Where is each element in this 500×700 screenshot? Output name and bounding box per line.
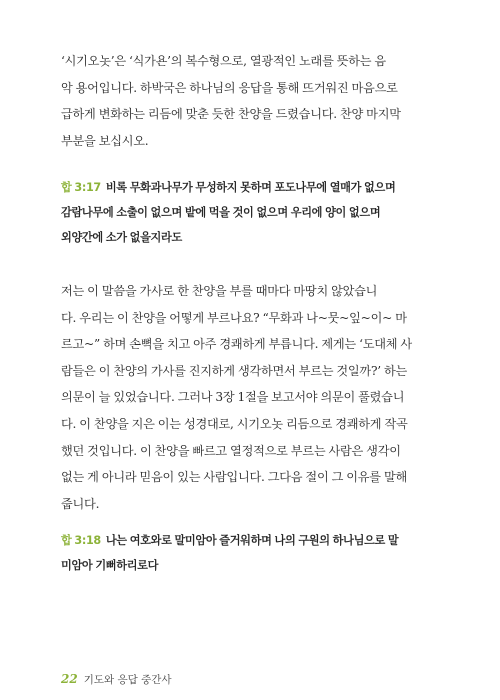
paragraph-line: 없는 게 아니라 믿음이 있는 사람입니다. 그다음 절이 그 이유를 말해 (61, 470, 407, 485)
paragraph-line: 저는 이 말씀을 가사로 한 찬양을 부를 때마다 마땅치 않았습니 (61, 284, 378, 298)
scripture-quote-1 (61, 175, 451, 250)
paragraph-line: 부분을 보십시오. (61, 133, 149, 148)
book-title: 기도와 응답 중간사 (83, 674, 172, 686)
paragraph-line: ‘시기오놋’은 ‘식가욘’의 복수형으로, 열광적인 노래를 뜻하는 음 (61, 54, 386, 68)
verse-text: 비록 무화과나무가 무성하지 못하며 포도나무에 열매가 없으며 (105, 181, 396, 194)
verse-reference: 합 3:17 (61, 181, 101, 194)
paragraph-line: 다. 우리는 이 찬양을 어떻게 부르나요? “무화과 나~뭇~잎~이~ 마 (61, 310, 407, 325)
verse-line (61, 528, 451, 553)
paragraph-1 (61, 48, 439, 154)
verse-reference: 합 3:18 (61, 534, 101, 547)
paragraph-line: 르고~” 하며 손뼉을 치고 아주 경쾌하게 부릅니다. 제게는 ‘도대체 사 (61, 337, 412, 352)
page-footer (61, 672, 172, 687)
verse-text: 나는 여호와로 말미암아 즐거워하며 나의 구원의 하나님으로 말 (105, 534, 399, 547)
paragraph-line: 급하게 변화하는 리듬에 맞춘 듯한 찬양을 드렸습니다. 찬양 마지막 (61, 107, 401, 122)
verse-line: 외양간에 소가 없을지라도 (61, 231, 182, 244)
verse-line (61, 175, 451, 200)
paragraph-line: 악 용어입니다. 하박국은 하나님의 응답을 통해 뜨거워진 마음으로 (61, 80, 398, 95)
verse-line: 감람나무에 소출이 없으며 밭에 먹을 것이 없으며 우리에 양이 없으며 (61, 206, 381, 219)
paragraph-line: 줍니다. (61, 496, 100, 511)
page-number: 22 (61, 672, 78, 686)
scripture-quote-2 (61, 528, 451, 578)
paragraph-line: 의문이 늘 있었습니다. 그러나 3장 1절을 보고서야 의문이 풀렸습니 (61, 390, 405, 405)
paragraph-2 (61, 278, 439, 517)
paragraph-line: 람들은 이 찬양의 가사를 진지하게 생각하면서 부르는 것일까?’ 하는 (61, 363, 408, 378)
paragraph-line: 했던 것입니다. 이 찬양을 빠르고 열정적으로 부르는 사람은 생각이 (61, 443, 401, 458)
verse-line: 미암아 기뻐하리로다 (61, 559, 159, 572)
paragraph-line: 다. 이 찬양을 지은 이는 성경대로, 시기오놋 리듬으로 경쾌하게 작곡 (61, 416, 408, 431)
